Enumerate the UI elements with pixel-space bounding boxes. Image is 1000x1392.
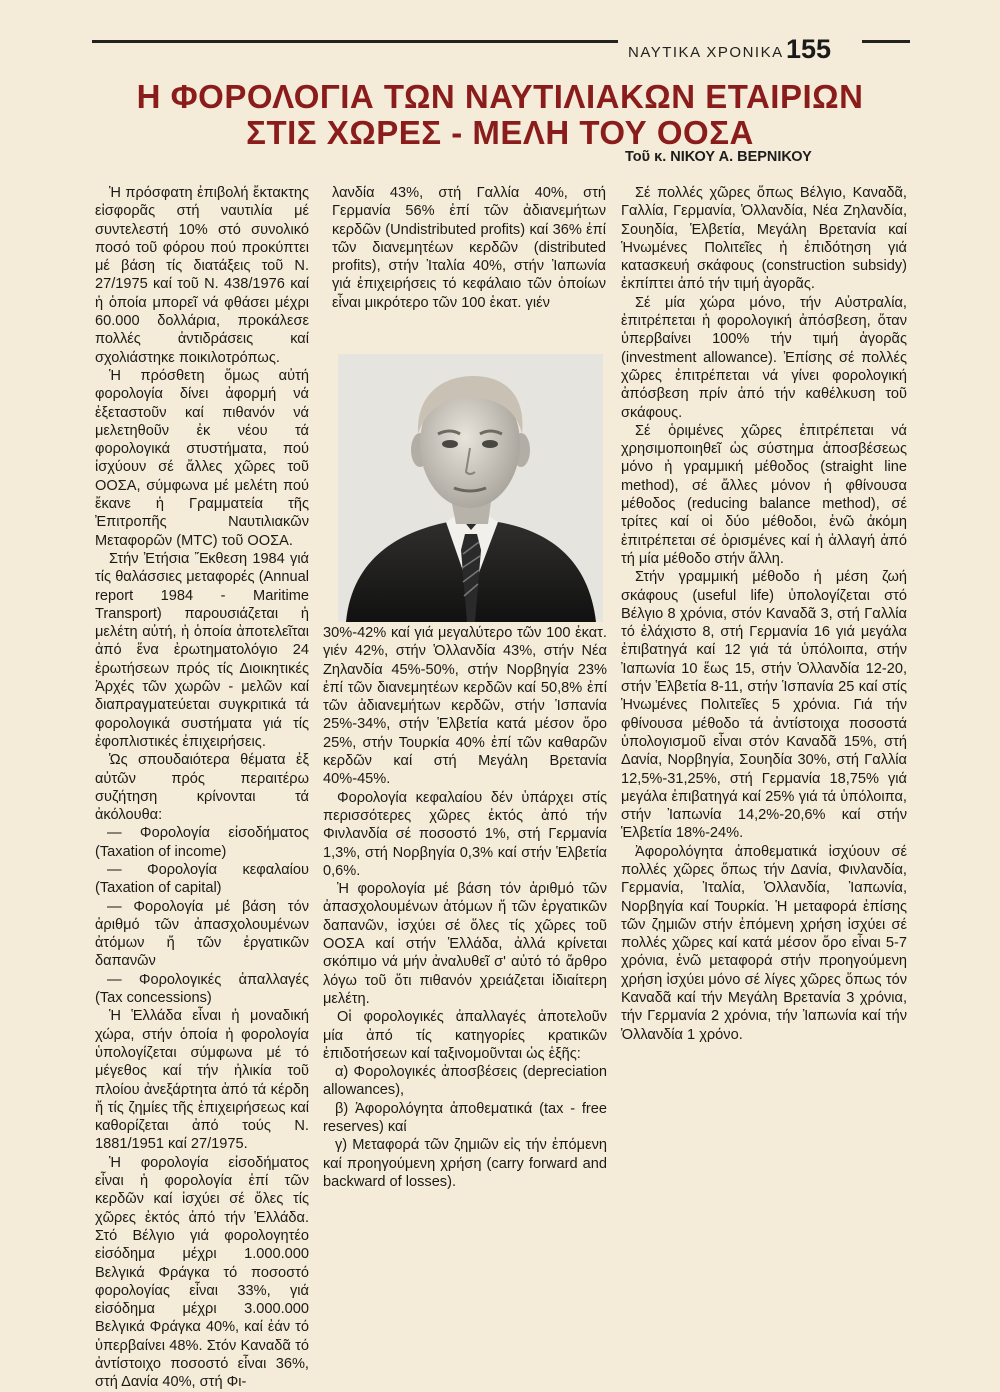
list-item: — Φορολογικές ἀπαλλαγές (Tax concessions) <box>95 971 309 1007</box>
header-rule-right <box>862 40 910 43</box>
paragraph: Ἡ φορολογία μέ βάση τόν ἀριθμό τῶν ἀπασχολουμένων ἀτόμων ἤ τῶν ἐργατικῶν δαπανῶν, ἰσχύει σέ ὅλες τίς χῶρες τοῦ ΟΟΣΑ καί στήν Ἑλλάδα, ἀλλά κρίνεται σκόπιμο νά μήν ἀναλυθεῖ σ' αὐτό τό ἄρθρο λόγω τοῦ ὅτι πιθανόν χρειάζεται ἰδιαίτερη μελέτη. <box>323 881 607 1007</box>
paragraph: Σέ μία χώρα μόνο, τήν Αὐστραλία, ἐπιτρέπεται ἡ φορολογική ἀπόσβεση, ὅταν ὑπερβαίνει 100% τήν τιμή ἀγορᾶς (investment allowance). Ἐπίσης σέ πολλές χῶρες ἐπιτρέπεται νά γίνει φορολογική ἀπόσβεση πρίν ἀπό τήν καθέλκυση τοῦ σκάφους. <box>621 294 907 421</box>
paragraph: Οἱ φορολογικές ἀπαλλαγές ἀποτελοῦν μία ἀπό τίς κατηγορίες κρατικῶν ἐπιδοτήσεων καί ταξινομοῦνται ὡς ἑξῆς: <box>323 1009 607 1062</box>
middle-column-bottom <box>323 624 607 1191</box>
paragraph: Στήν Ἐτήσια Ἔκθεση 1984 γιά τίς θαλάσσιες μεταφορές (Annual report 1984 - Maritime Transport) παρουσιάζεται ἡ μελέτη αὐτή, ἡ ὁποία ἀποτελεῖται ἀπό ἕνα ἐρωτηματολόγιο 24 ἐρωτήσεων πρός τίς Διοικητικές Ἀρχές τῶν χωρῶν - μελῶν καί διαπραγματεύεται συγκριτικά τά φορολογικά συστήματα γιά τίς ἐφοπλιστικές ἐπιχειρήσεις. <box>95 550 309 750</box>
portrait-illustration <box>338 354 603 622</box>
right-column <box>621 184 907 1044</box>
list-item: — Φορολογία κεφαλαίου (Taxation of capital) <box>95 861 309 897</box>
paragraph: λανδία 43%, στή Γαλλία 40%, στή Γερμανία 56% ἐπί τῶν ἀδιανεμήτων κερδῶν (Undistributed profits) καί 36% ἐπί τῶν διανεμητέων κερδῶν (distributed profits), στήν Ἰταλία 40%, στήν Ἰαπωνία γιά ἐπιχειρήσεις τό κεφάλαιο τῶν ὁποίων εἶναι μικρότερο τῶν 100 ἑκατ. γιέν <box>332 185 606 311</box>
paragraph: Ἡ φορολογία εἰσοδήματος εἶναι ἡ φορολογία ἐπί τῶν κερδῶν καί ἰσχύει σέ ὅλες τίς χῶρες ἐκτός ἀπό τήν Ἑλλάδα. Στό Βέλγιο γιά φορολογητέο εἰσόδημα μέχρι 1.000.000 Βελγικά Φράγκα τό ποσοστό φορολογίας εἶναι 33%, γιά εἰσόδημα μέχρι 3.000.000 Βελγικά Φράγκα 40%, καί ἐάν τό ὑπερβαίνει 48%. Στόν Καναδᾶ τό ἀντίστοιχο ποσοστό εἶναι 36%, στή Δανία 40%, στή Φι- <box>95 1154 309 1391</box>
left-column <box>95 184 309 1392</box>
running-head: ΝΑΥΤΙΚΑ ΧΡΟΝΙΚΑ <box>628 44 784 61</box>
paragraph: Ἀφορολόγητα ἀποθεματικά ἰσχύουν σέ πολλές χῶρες ὅπως τήν Δανία, Φινλανδία, Γερμανία, Ἰταλία, Ὁλλανδία, Ἰαπωνία, Νορβηγία καί Τουρκία. Ἡ μεταφορά ἐπίσης τῶν ζημιῶν στήν ἑπόμενη χρήση ἰσχύει σέ πολλές χῶρες καί κατά μέσον ὅρο εἶναι 5-7 χρόνια, ἐνῶ μεταφορά στήν προηγούμενη χρήση ἰσχύει μόνο σέ λίγες χῶρες ὅπως τόν Καναδᾶ καί τήν Μεγάλη Βρετανία 3 χρόνια, τήν Γερμανία 2 χρόνια, τήν Ἰαπωνία καί τήν Ὁλλανδία 1 χρόνο. <box>621 843 907 1043</box>
list-item: β) Ἀφορολόγητα ἀποθεματικά (tax - free reserves) καί <box>323 1100 607 1136</box>
list-item: α) Φορολογικές ἀποσβέσεις (depreciation allowances), <box>323 1064 607 1099</box>
byline: Τοῦ κ. ΝΙΚΟΥ Α. ΒΕΡΝΙΚΟΥ <box>625 149 812 165</box>
paragraph: Σέ ὁριμένες χῶρες ἐπιτρέπεται νά χρησιμοποιηθεῖ ὡς σύστημα ἀποσβέσεως μόνο ἡ γραμμική μέθοδος (straight line method), σέ ἄλλες μόνον ἡ φθίνουσα μέθοδος (reducing balance method), σέ τρίτες καί οἱ δύο μέθοδοι, ἐνῶ ἀκόμη ἐπιτρέπεται σέ ὁρισμένες καί ἡ ἀλλαγή ἀπό τή μία μέθοδο στήν ἄλλη. <box>621 422 907 567</box>
page-number: 155 <box>786 34 832 64</box>
header-rule-left <box>92 40 618 43</box>
paragraph: Ἡ πρόσφατη ἐπιβολή ἔκτακτης εἰσφορᾶς στή ναυτιλία μέ συντελεστή 10% στό συνολικό ποσό τοῦ φόρου πού προκύπτει μέ βάση τίς διατάξεις τοῦ Ν. 27/1975 καί τοῦ Ν. 438/1976 καί ἡ ὁποία μπορεῖ νά φθάσει μέχρι 60.000 δολλάρια, προκάλεσε πολλές ἀντιδράσεις καί σχολιάστηκε ποικιλοτρόπως. <box>95 185 309 366</box>
middle-column-top <box>332 184 606 312</box>
list-item: — Φορολογία μέ βάση τόν ἀριθμό τῶν ἀπασχολουμένων ἀτόμων ἤ τῶν ἐργατικῶν δαπανῶν <box>95 898 309 970</box>
author-portrait-photo <box>338 354 603 622</box>
paragraph: 30%-42% καί γιά μεγαλύτερο τῶν 100 ἑκατ. γιέν 42%, στήν Ὁλλανδία 43%, στήν Νέα Ζηλανδία 45%-50%, στήν Νορβηγία 23% ἐπί τῶν διανεμητέων κερδῶν καί 50,8% ἐπί τῶν ἀδιανεμήτων κερδῶν, στήν Ἱσπανία 25%-34%, στήν Ἑλβετία κατά μέσον ὅρο 25%, στήν Τουρκία 40% ἐπί τῶν καθαρῶν κερδῶν καί στή Μεγάλη Βρετανία 40%-45%. <box>323 625 607 788</box>
list-item: — Φορολογία εἰσοδήματος (Taxation of income) <box>95 825 309 860</box>
article-title-line-2: ΣΤΙΣ ΧΩΡΕΣ - ΜΕΛΗ ΤΟΥ ΟΟΣΑ <box>246 114 754 151</box>
paragraph: Φορολογία κεφαλαίου δέν ὑπάρχει στίς περισσότερες χῶρες ἐκτός ἀπό τήν Φινλανδία σέ ποσοστό 1%, στή Γερμανία 1,3%, στή Νορβηγία 0,3% καί στήν Ἑλβετία 0,6%. <box>323 789 607 879</box>
paragraph: Ἡ πρόσθετη ὅμως αὐτή φορολογία δίνει ἀφορμή νά ἐξεταστοῦν καί πιθανόν νά μελετηθοῦν ἐκ νέου τά φορολογικά στυστήματα, πού ἰσχύουν σέ ἄλλες χῶρες τοῦ ΟΟΣΑ, σύμφωνα μέ μελέτη πού ἔκανε ἡ Γραμματεία τῆς Ἐπιτροπῆς Ναυτιλιακῶν Μεταφορῶν (MTC) τοῦ ΟΟΣΑ. <box>95 367 309 549</box>
paragraph: Στήν γραμμική μέθοδο ἡ μέση ζωή σκάφους (useful life) ὑπολογίζεται στό Βέλγιο 8 χρόνια, στόν Καναδᾶ 3, στή Γαλλία τό ἐλάχιστο 8, στή Γερμανία 16 γιά μεγάλα ἐπιβατηγά καί 12 γιά τά ὑπόλοιπα, στήν Ἰαπωνία 10 ἕως 15, στήν Ὁλλανδία 12-20, στήν Ἑλβετία 8-11, στήν Ἱσπανία 25 καί στίς Ἡνωμένες Πολιτεῖες 5 χρόνια. Γιά τήν φθίνουσα μέθοδο τά ἀντίστοιχα ποσοστά ὑπολογισμοῦ εἶναι στόν Καναδᾶ 15%, στή Δανία, Νορβηγία, Σουηδία 30%, στή Γαλλία 12,5%-31,25%, στή Γερμανία 18,75% γιά μεγάλα ἐπιβατηγά καί 25% γιά τά ὑπόλοιπα, στήν Ἰαπωνία 14,2%-20,6% καί στήν Ἑλβετία 18%-24%. <box>621 569 907 842</box>
list-item: γ) Μεταφορά τῶν ζημιῶν εἰς τήν ἐπόμενη καί προηγούμενη χρήση (carry forward and backward of losses). <box>323 1137 607 1190</box>
paragraph: Σέ πολλές χῶρες ὅπως Βέλγιο, Καναδᾶ, Γαλλία, Γερμανία, Ὁλλανδία, Νέα Ζηλανδία, Σουηδία, Ἑλβετία, Μεγάλη Βρετανία καί Ἡνωμένες Πολιτεῖες ἡ ἐπιδότηση γιά κατασκευή σκάφους (construction subsidy) ἐκπίπτει ἀπό τήν τιμή ἀγορᾶς. <box>621 185 907 293</box>
paragraph: Ἡ Ἑλλάδα εἶναι ἡ μοναδική χώρα, στήν ὁποία ἡ φορολογία ὑπολογίζεται σύμφωνα μέ τό μέγεθος καί τήν ἡλικία τοῦ πλοίου ἀνεξάρτητα ἀπό τά κέρδη ἤ τίς ζημίες τῆς ἐπιχειρήσεως καί καθορίζεται ἀπό τούς Ν. 1881/1951 καί 27/1975. <box>95 1008 309 1153</box>
article-title-line-1: Η ΦΟΡΟΛΟΓΙΑ ΤΩΝ ΝΑΥΤΙΛΙΑΚΩΝ ΕΤΑΙΡΙΩΝ <box>136 78 864 115</box>
paragraph: Ὡς σπουδαιότερα θέματα ἐξ αὐτῶν πρός περαιτέρω συζήτηση κρίνονται τά ἀκόλουθα: <box>95 752 309 824</box>
